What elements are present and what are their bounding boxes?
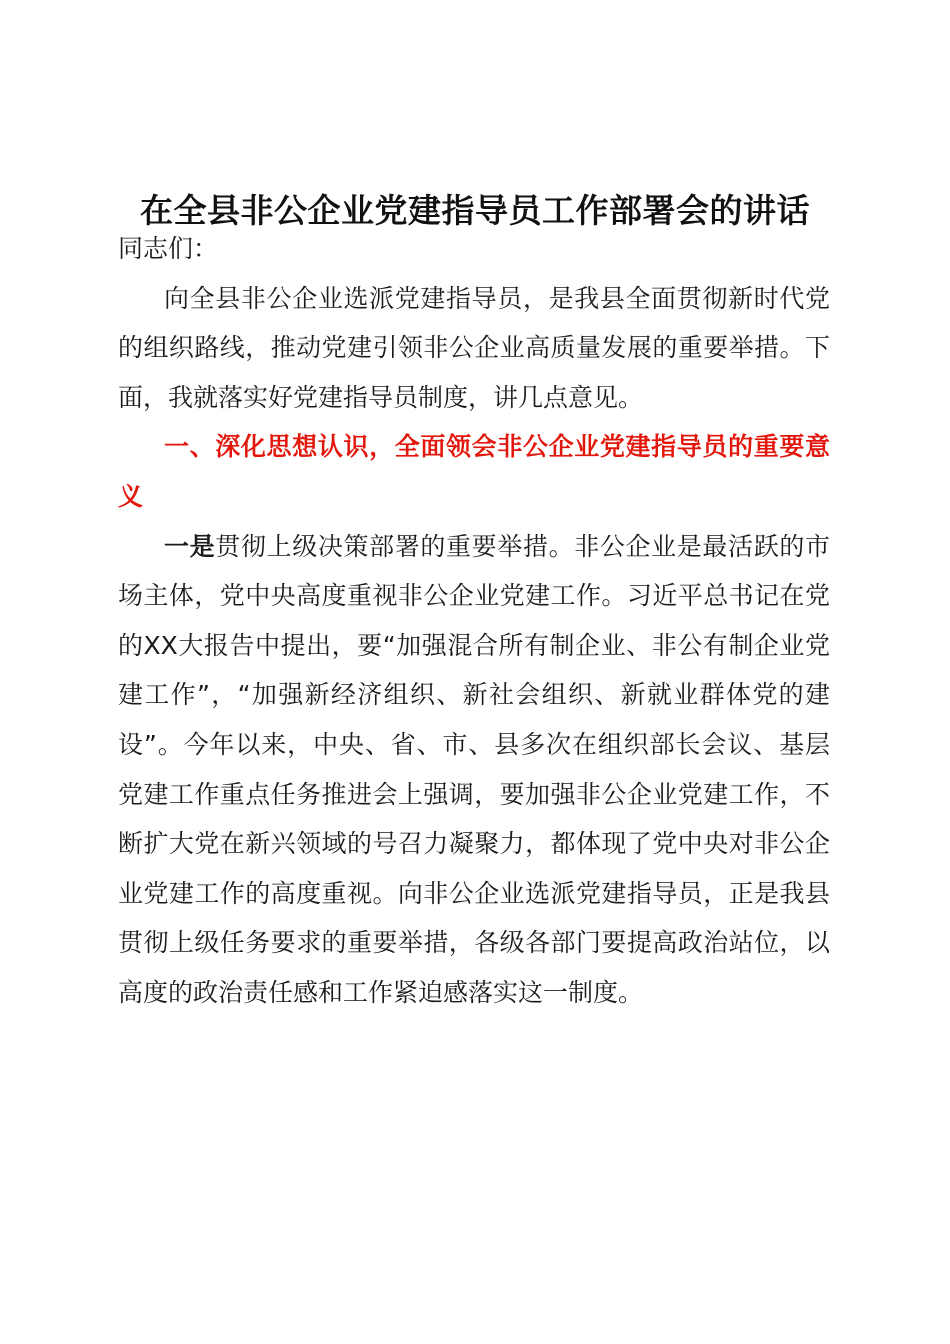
intro-paragraph: 向全县非公企业选派党建指导员，是我县全面贯彻新时代党的组织路线，推动党建引领非公企业高质量发展的重要举措。下面，我就落实好党建指导员制度，讲几点意见。 [118,283,830,412]
document-title: 在全县非公企业党建指导员工作部署会的讲话 [140,191,810,230]
salutation: 同志们： [118,234,219,263]
point-body: 贯彻上级决策部署的重要举措。非公企业是最活跃的市场主体，党中央高度重视非公企业党建工作。习近平总书记在党的XX大报告中提出，要“加强混合所有制企业、非公有制企业党建工作”，“加强新经济组织、新社会组织、新就业群体党的建设”。今年以来，中央、省、市、县多次在组织部长会议、基层党建工作重点任务推进会上强调，要加强非公企业党建工作，不断扩大党在新兴领域的号召力凝聚力，都体现了党中央对非公企业党建工作的高度重视。向非公企业选派党建指导员，正是我县贯彻上级任务要求的重要举措，各级各部门要提高政治站位，以高度的政治责任感和工作紧迫感落实这一制度。 [118,531,830,1007]
document-body [118,224,830,1018]
section-heading: 一、深化思想认识，全面领会非公企业党建指导员的重要意义 [118,432,830,511]
point-lead: 一是 [164,531,216,561]
point-paragraph [118,522,830,1018]
